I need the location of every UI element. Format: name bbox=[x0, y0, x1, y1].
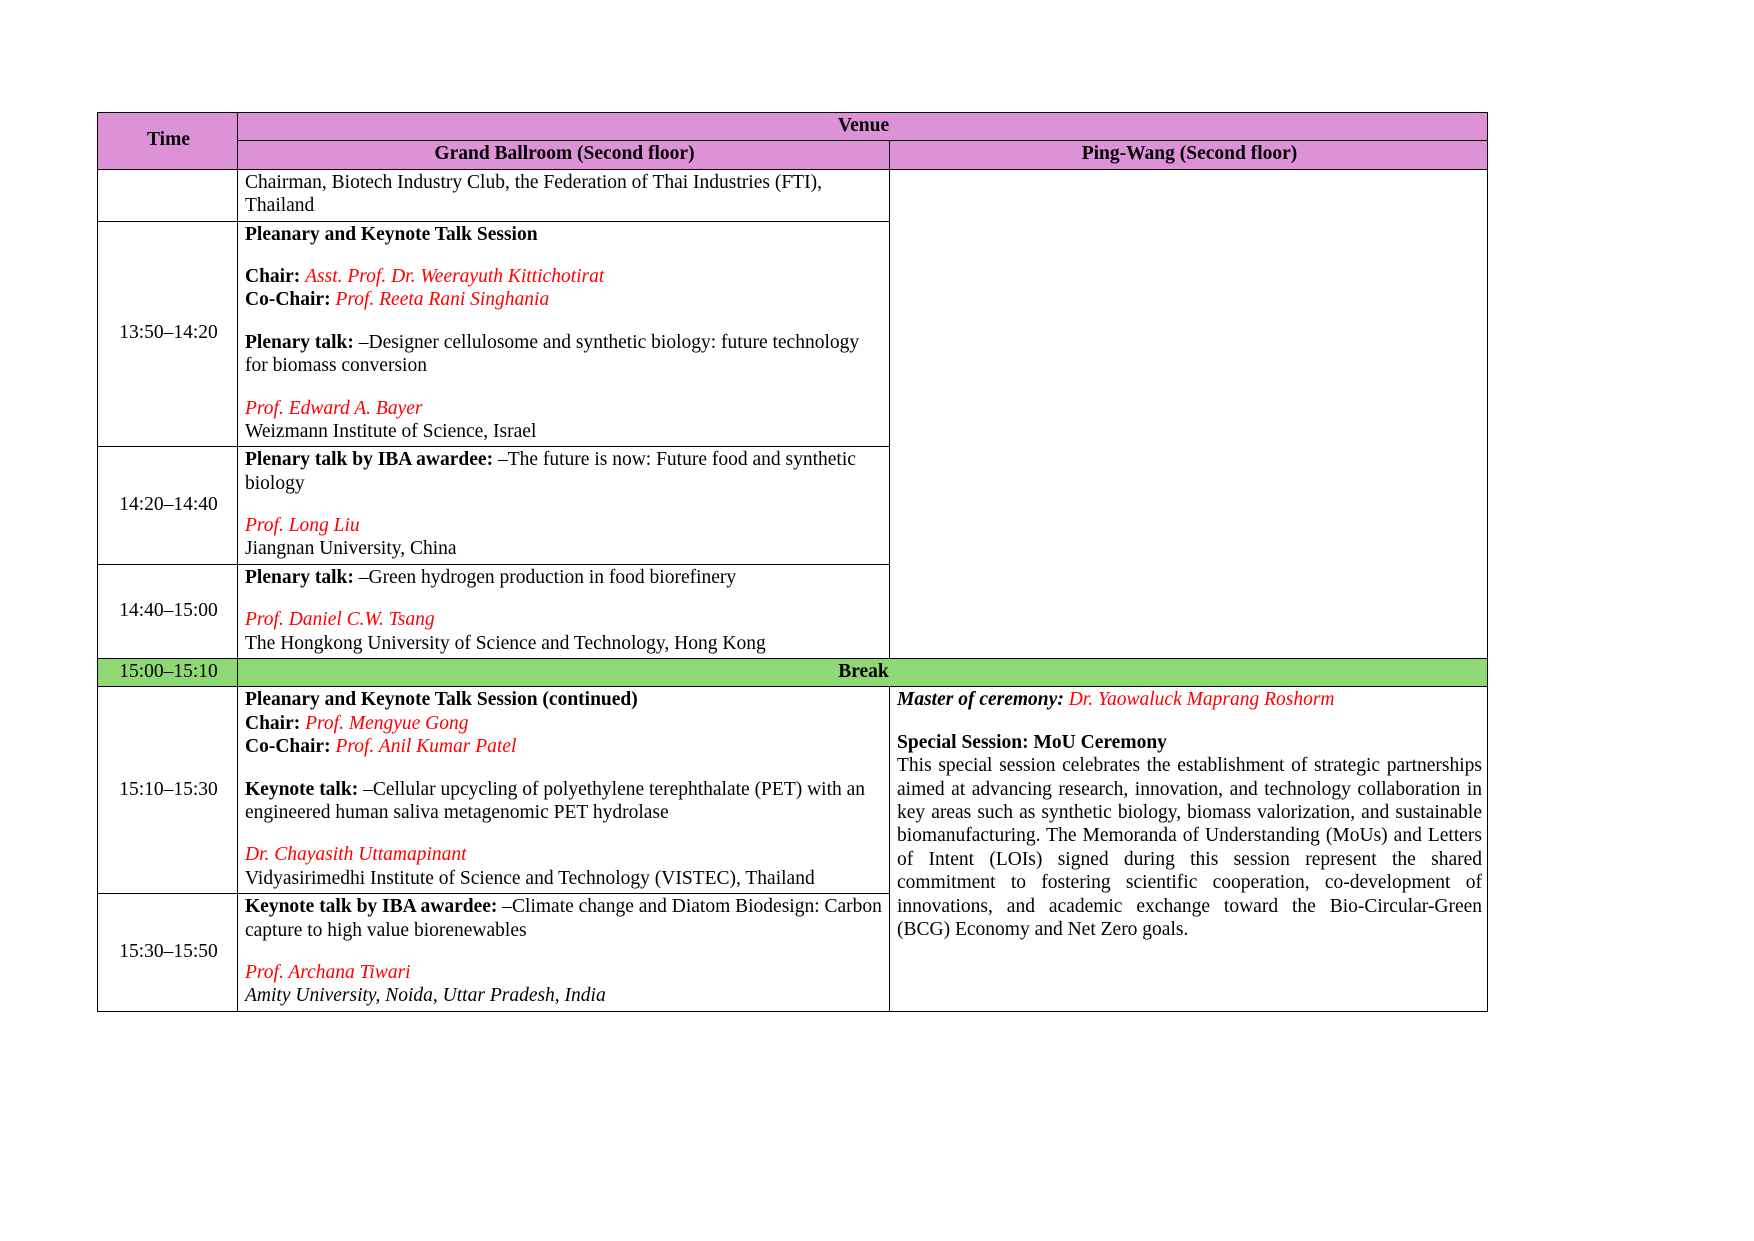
speaker-affiliation: Amity University, Noida, Uttar Pradesh, India bbox=[245, 985, 606, 1007]
session-title: Pleanary and Keynote Talk Session (continued) bbox=[245, 689, 638, 711]
speaker-affiliation: Weizmann Institute of Science, Israel bbox=[245, 420, 537, 442]
mc-name: Dr. Yaowaluck Maprang Roshorm bbox=[1068, 689, 1335, 711]
conference-agenda-table bbox=[97, 112, 1488, 1012]
chair-line bbox=[245, 712, 884, 735]
speaker-name: Prof. Edward A. Bayer bbox=[245, 397, 423, 419]
time-cell: 15:10–15:30 bbox=[98, 687, 238, 894]
talk-label: Keynote talk by IBA awardee: bbox=[245, 896, 498, 918]
table-header-row-venue bbox=[98, 113, 1488, 141]
special-session-title: Special Session: MoU Ceremony bbox=[897, 731, 1167, 753]
mc-colon: : bbox=[1057, 689, 1064, 711]
spacer bbox=[245, 824, 884, 843]
spacer bbox=[245, 312, 884, 331]
time-cell: 13:50–14:20 bbox=[98, 221, 238, 447]
cochair-line bbox=[245, 735, 884, 758]
spacer bbox=[245, 246, 884, 265]
talk-line bbox=[245, 895, 884, 942]
cochair-label: Co-Chair: bbox=[245, 736, 331, 758]
header-ping-wang: Ping-Wang (Second floor) bbox=[890, 141, 1488, 169]
talk-title: –Designer cellulosome and synthetic biology: future technology for biomass conversion bbox=[245, 331, 860, 377]
time-cell: 14:20–14:40 bbox=[98, 447, 238, 565]
talk-title: –Climate change and Diatom Biodesign: Carbon capture to high value biorenewables bbox=[245, 896, 882, 941]
chair-label: Chair: bbox=[245, 712, 301, 734]
speaker-affiliation: The Hongkong University of Science and Technology, Hong Kong bbox=[245, 632, 766, 654]
table-row bbox=[98, 687, 1488, 894]
spacer bbox=[245, 759, 884, 778]
session-cell-green-hydrogen bbox=[238, 564, 890, 658]
session-cell-chairman bbox=[238, 169, 890, 221]
ping-wang-mou-cell bbox=[890, 687, 1488, 1011]
table-row bbox=[98, 169, 1488, 221]
session-cell-plenary-keynote bbox=[238, 221, 890, 447]
talk-title: –The future is now: Future food and synthetic biology bbox=[245, 449, 856, 494]
talk-label: Plenary talk by IBA awardee: bbox=[245, 449, 494, 471]
session-cell-iba-keynote bbox=[238, 894, 890, 1012]
speaker-name: Prof. Daniel C.W. Tsang bbox=[245, 609, 435, 631]
time-cell bbox=[98, 169, 238, 221]
chairman-line: Chairman, Biotech Industry Club, the Federation of Thai Industries (FTI), Thailand bbox=[245, 171, 822, 217]
cochair-name: Prof. Anil Kumar Patel bbox=[335, 736, 517, 758]
table-row-break bbox=[98, 659, 1488, 687]
speaker-name: Dr. Chayasith Uttamapinant bbox=[245, 844, 467, 866]
talk-line bbox=[245, 566, 884, 589]
time-cell: 15:30–15:50 bbox=[98, 894, 238, 1012]
chair-name: Asst. Prof. Dr. Weerayuth Kittichotirat bbox=[305, 265, 605, 287]
cochair-line bbox=[245, 288, 884, 311]
spacer bbox=[245, 495, 884, 514]
header-time: Time bbox=[98, 113, 238, 170]
mc-label: Master of ceremony bbox=[897, 689, 1058, 711]
chair-label: Chair: bbox=[245, 265, 301, 287]
session-cell-plenary-continued bbox=[238, 687, 890, 894]
header-venue: Venue bbox=[238, 113, 1488, 141]
talk-label: Plenary talk: bbox=[245, 566, 354, 588]
break-label: Break bbox=[238, 659, 1488, 687]
speaker-affiliation: Jiangnan University, China bbox=[245, 538, 457, 560]
speaker-affiliation: Vidyasirimedhi Institute of Science and Technology (VISTEC), Thailand bbox=[245, 867, 815, 889]
time-cell: 15:00–15:10 bbox=[98, 659, 238, 687]
time-cell: 14:40–15:00 bbox=[98, 564, 238, 658]
talk-line bbox=[245, 448, 884, 495]
cochair-label: Co-Chair: bbox=[245, 289, 331, 311]
chair-line bbox=[245, 265, 884, 288]
cochair-name: Prof. Reeta Rani Singhania bbox=[335, 289, 550, 311]
special-session-description: This special session celebrates the establishment of strategic partnerships aimed at advancing research, innovation, and technology collaboration in key areas such as synthetic biology, biomass valorization, and sustainable biomanufacturing. The Memoranda of Understanding (MoUs) and Letters of Intent (LOIs) signed during this session represent the shared commitment to fostering scientific cooperation, co-development of innovations, and academic exchange toward the Bio-Circular-Green (BCG) Economy and Net Zero goals. bbox=[897, 755, 1483, 940]
talk-line bbox=[245, 331, 884, 378]
talk-title: –Green hydrogen production in food biorefinery bbox=[358, 566, 737, 588]
speaker-name: Prof. Archana Tiwari bbox=[245, 961, 411, 983]
talk-line bbox=[245, 778, 884, 825]
talk-label: Plenary talk: bbox=[245, 331, 354, 353]
spacer bbox=[245, 589, 884, 608]
session-cell-iba-plenary bbox=[238, 447, 890, 565]
speaker-name: Prof. Long Liu bbox=[245, 515, 360, 537]
header-grand-ballroom: Grand Ballroom (Second floor) bbox=[238, 141, 890, 169]
talk-label: Keynote talk: bbox=[245, 778, 359, 800]
mc-line bbox=[897, 688, 1482, 711]
spacer bbox=[245, 942, 884, 961]
talk-title: –Cellular upcycling of polyethylene terephthalate (PET) with an engineered human saliva metagenomic PET hydrolase bbox=[245, 778, 866, 823]
chair-name: Prof. Mengyue Gong bbox=[305, 712, 469, 734]
ping-wang-empty-cell bbox=[890, 169, 1488, 658]
spacer bbox=[897, 712, 1482, 731]
table-header-row-rooms bbox=[98, 141, 1488, 169]
session-title: Pleanary and Keynote Talk Session bbox=[245, 223, 538, 245]
spacer bbox=[245, 378, 884, 397]
